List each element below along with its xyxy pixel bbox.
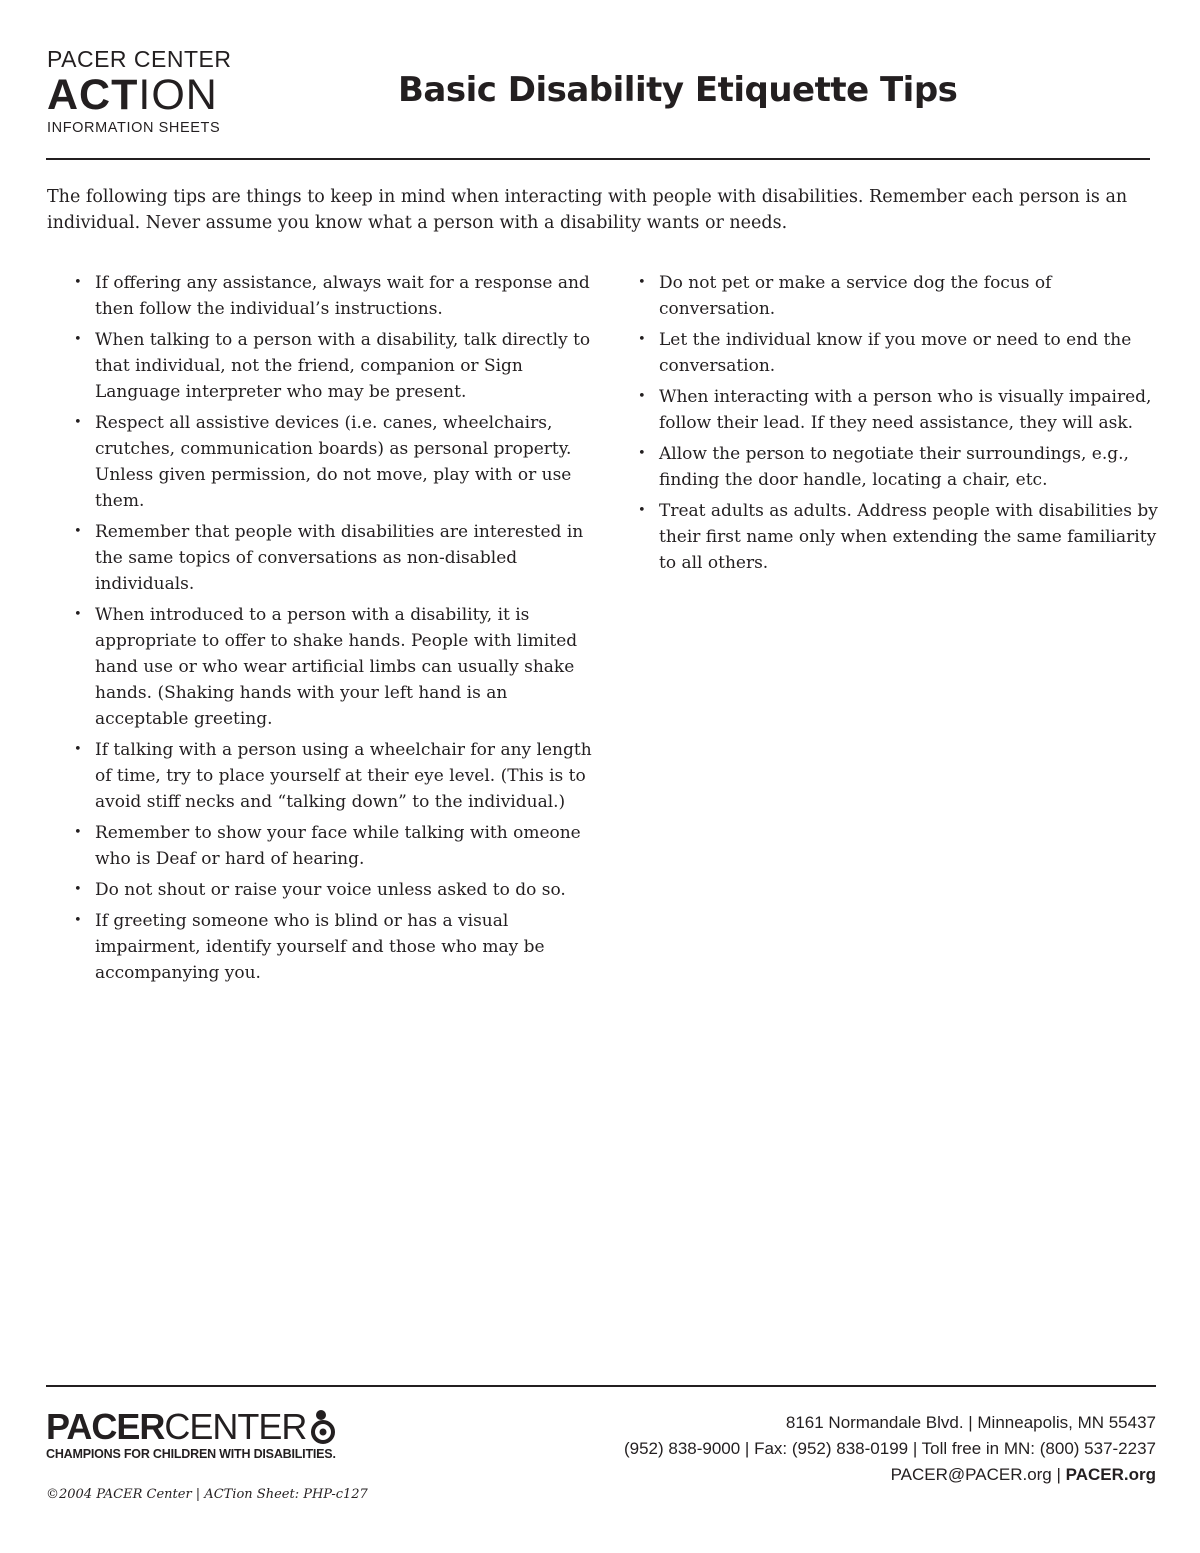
logo-action-bold: ACT [47,71,139,119]
tip-item: • Respect all assistive devices (i.e. canes, wheelchairs, crutches, communication boards) as personal property. Unless given permission, do not move, play with or use them. [48,410,593,514]
tip-item: • When talking to a person with a disability, talk directly to that individual, not the friend, companion or Sign Language interpreter who may be present. [48,327,593,405]
tip-item: • Do not pet or make a service dog the focus of conversation. [612,270,1160,322]
tip-item: • Do not shout or raise your voice unless asked to do so. [48,877,593,903]
tip-item: • Allow the person to negotiate their surroundings, e.g., finding the door handle, locating a chair, etc. [612,441,1160,493]
pacer-center-footer-logo [46,1408,376,1461]
tip-item: • When introduced to a person with a disability, it is appropriate to offer to shake hands. People with limited hand use or who wear artificial limbs can usually shake hands. (Shaking hands with your left hand is an acceptable greeting. [48,602,593,732]
header-divider [46,158,1150,160]
email-link[interactable]: PACER@PACER.org [890,1465,1052,1484]
footer-logo-center: CENTER [164,1406,307,1447]
page-title: Basic Disability Etiquette Tips [398,70,958,110]
logo-action-rest: ION [138,71,218,119]
phone-line: (952) 838-9000 | Fax: (952) 838-0199 | Toll free in MN: (800) 537-2237 [623,1439,1156,1458]
pacer-action-logo [47,46,247,136]
separator: | [1051,1465,1066,1484]
logo-information-sheets: INFORMATION SHEETS [47,120,221,136]
tip-item: • Remember to show your face while talking with omeone who is Deaf or hard of hearing. [48,820,593,872]
tips-list-left [48,270,593,991]
tip-item: • When interacting with a person who is visually impaired, follow their lead. If they need assistance, they will ask. [612,384,1160,436]
pacer-emblem-icon [308,1409,338,1445]
intro-paragraph: The following tips are things to keep in mind when interacting with people with disabilities. Remember each person is an individual. Never assume you know what a person with a disability wants or needs. [47,187,1128,233]
web-line [624,1462,1156,1488]
logo-action [47,73,247,117]
tip-item: • If greeting someone who is blind or has a visual impairment, identify yourself and those who may be accompanying you. [48,908,593,986]
website-link[interactable]: PACER.org [1065,1465,1156,1484]
tip-item: • If talking with a person using a wheelchair for any length of time, try to place yourself at their eye level. (This is to avoid stiff necks and “talking down” to the individual.) [48,737,593,815]
footer-tagline: CHAMPIONS FOR CHILDREN WITH DISABILITIES. [46,1447,336,1461]
tip-item: • Remember that people with disabilities are interested in the same topics of conversations as non-disabled individuals. [48,519,593,597]
copyright-notice: ©2004 PACER Center | ACTion Sheet: PHP-c127 [46,1487,368,1502]
tip-item: • If offering any assistance, always wait for a response and then follow the individual’s instructions. [48,270,593,322]
footer-divider [46,1385,1156,1387]
footer-logo-name [46,1408,376,1446]
contact-address [624,1410,1156,1488]
footer-logo-pacer: PACER [46,1406,165,1447]
logo-pacer-center: PACER CENTER [47,46,232,72]
tip-item: • Treat adults as adults. Address people with disabilities by their first name only when extending the same familiarity to all others. [612,498,1160,576]
tip-item: • Let the individual know if you move or need to end the conversation. [612,327,1160,379]
address-line: 8161 Normandale Blvd. | Minneapolis, MN 55437 [785,1413,1156,1432]
tips-list-right [612,270,1160,581]
